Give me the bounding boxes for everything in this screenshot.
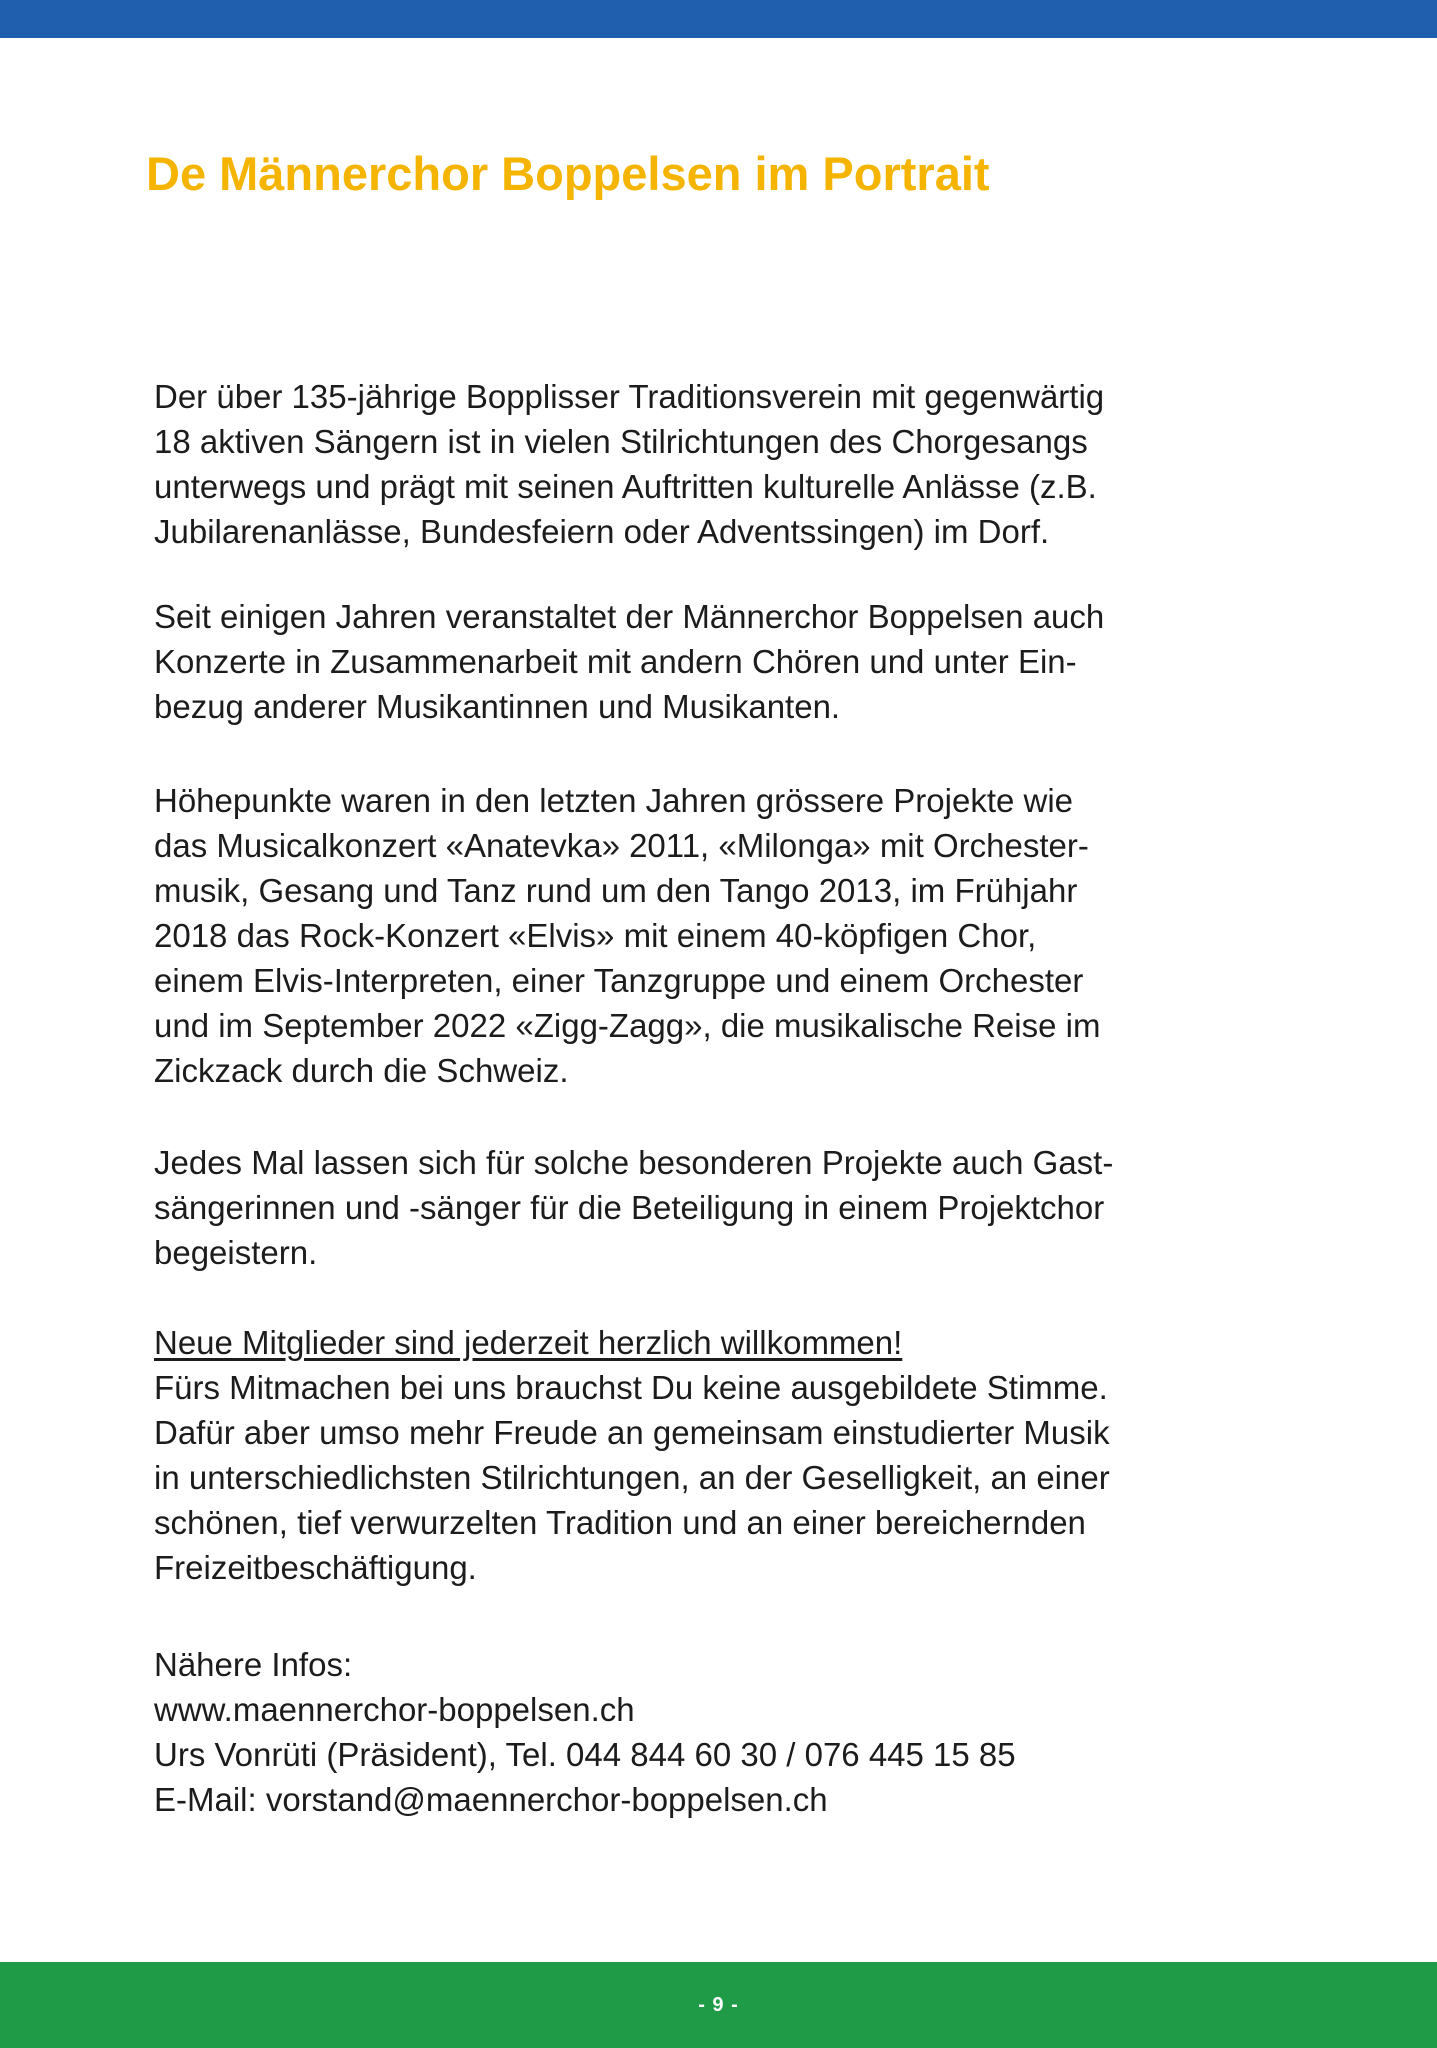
text-line: Jedes Mal lassen sich für solche besonderen Projekte auch Gast- (154, 1144, 1114, 1181)
bottom-color-bar (0, 1962, 1437, 2048)
email-contact[interactable]: E-Mail: vorstand@maennerchor-boppelsen.ch (154, 1781, 828, 1818)
text-line: Jubilarenanlässe, Bundesfeiern oder Adventssingen) im Dorf. (154, 513, 1050, 550)
text-line: sängerinnen und -sänger für die Beteiligung in einem Projektchor (154, 1189, 1105, 1226)
welcome-heading: Neue Mitglieder sind jederzeit herzlich willkommen! (154, 1324, 903, 1361)
text-line: einem Elvis-Interpreten, einer Tanzgruppe und einem Orchester (154, 962, 1084, 999)
text-line: unterwegs und prägt mit seinen Auftritten kulturelle Anlässe (z.B. (154, 468, 1097, 505)
text-line: das Musicalkonzert «Anatevka» 2011, «Milonga» mit Orchester- (154, 827, 1089, 864)
contact-block (154, 1642, 1294, 1822)
concerts-paragraph (154, 594, 1294, 729)
text-line: Der über 135-jährige Bopplisser Traditionsverein mit gegenwärtig (154, 378, 1105, 415)
highlights-paragraph (154, 778, 1294, 1093)
website-link[interactable]: www.maennerchor-boppelsen.ch (154, 1691, 635, 1728)
text-line: Zickzack durch die Schweiz. (154, 1052, 569, 1089)
page-number: - 9 - (698, 1993, 739, 2016)
president-contact: Urs Vonrüti (Präsident), Tel. 044 844 60 30 / 076 445 15 85 (154, 1736, 1016, 1773)
text-line: musik, Gesang und Tanz rund um den Tango 2013, im Frühjahr (154, 872, 1078, 909)
text-line: Freizeitbeschäftigung. (154, 1549, 477, 1586)
text-line: und im September 2022 «Zigg-Zagg», die musikalische Reise im (154, 1007, 1101, 1044)
page-title: De Männerchor Boppelsen im Portrait (146, 147, 990, 200)
text-line: begeistern. (154, 1234, 318, 1271)
text-line: Fürs Mitmachen bei uns brauchst Du keine ausgebildete Stimme. (154, 1369, 1108, 1406)
text-line: bezug anderer Musikantinnen und Musikanten. (154, 688, 841, 725)
text-line: Dafür aber umso mehr Freude an gemeinsam einstudierter Musik (154, 1414, 1110, 1451)
text-line: Seit einigen Jahren veranstaltet der Männerchor Boppelsen auch (154, 598, 1105, 635)
text-line: Konzerte in Zusammenarbeit mit andern Chören und unter Ein- (154, 643, 1077, 680)
intro-paragraph (154, 374, 1294, 554)
text-line: Höhepunkte waren in den letzten Jahren grössere Projekte wie (154, 782, 1074, 819)
text-line: schönen, tief verwurzelten Tradition und an einer bereichernden (154, 1504, 1086, 1541)
top-color-bar (0, 0, 1437, 38)
welcome-paragraph (154, 1320, 1294, 1590)
text-line: 2018 das Rock-Konzert «Elvis» mit einem 40-köpfigen Chor, (154, 917, 1037, 954)
text-line: 18 aktiven Sängern ist in vielen Stilrichtungen des Chorgesangs (154, 423, 1088, 460)
text-line: in unterschiedlichsten Stilrichtungen, an der Geselligkeit, an einer (154, 1459, 1110, 1496)
guests-paragraph (154, 1140, 1294, 1275)
contact-label: Nähere Infos: (154, 1646, 353, 1683)
